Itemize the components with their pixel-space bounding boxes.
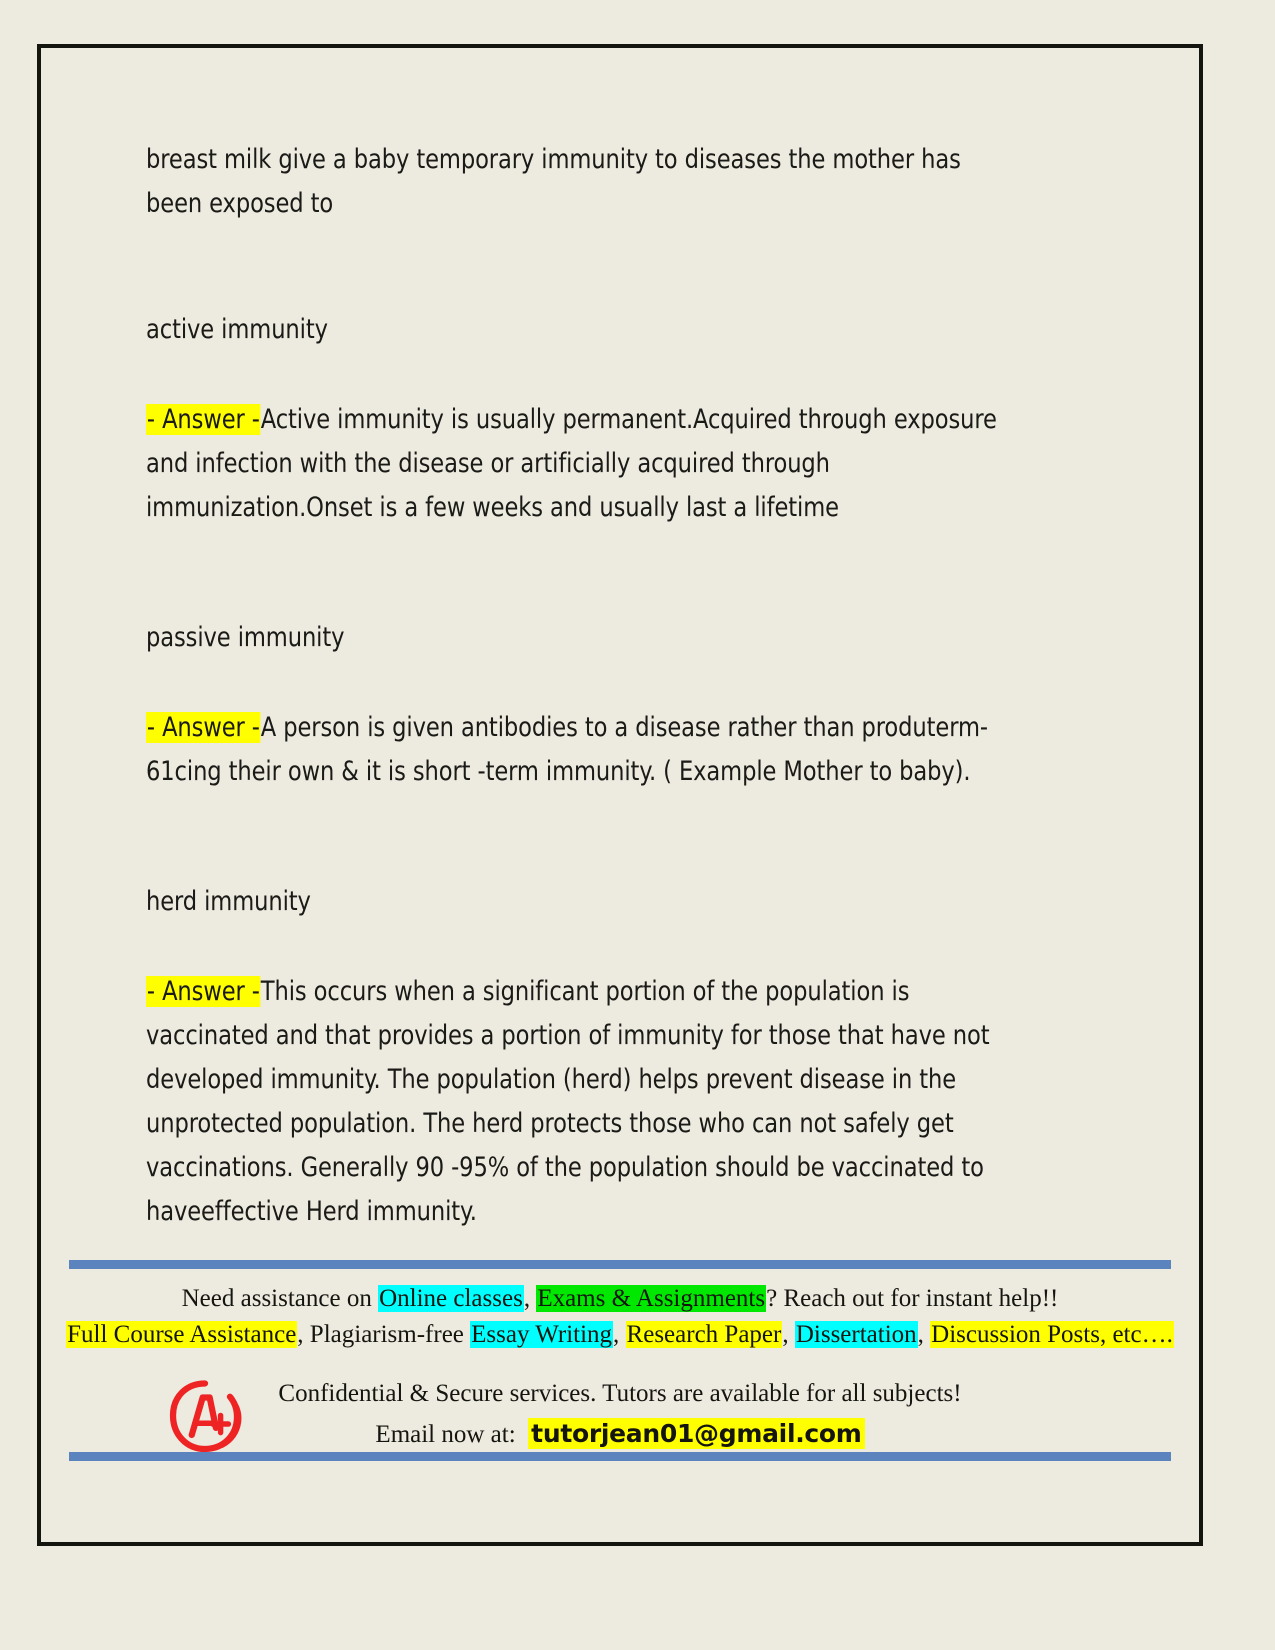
spacer: [146, 924, 1081, 970]
page-frame: [37, 44, 1203, 1546]
answer-text: A person is given antibodies to a disease rather than produterm-61cing their own & it is short -term immunity. ( Example Mother to baby).: [146, 712, 988, 787]
footer-full-course-assistance: Full Course Assistance: [67, 1321, 297, 1348]
intro-paragraph: breast milk give a baby temporary immunity to diseases the mother has been exposed to: [146, 144, 961, 219]
contact-email-link[interactable]: tutorjean01@gmail.com: [528, 1418, 864, 1449]
footer-line1-part1: Need assistance on: [181, 1285, 379, 1312]
answer-text: This occurs when a significant portion of the population is vaccinated and that provides a portion of immunity for those that have not developed immunity. The population (herd) helps prevent disease in the unprotected population. The herd protects those who can not safely get vaccinations. Generally 90 -95% of the population should be vaccinated to haveeffective Herd immunity.: [146, 976, 990, 1227]
spacer: [146, 226, 1081, 308]
footer-tagline: Confidential & Secure services. Tutors are available for all subjects!: [278, 1380, 962, 1407]
footer-line1-part3: ? Reach out for instant help!!: [766, 1285, 1059, 1312]
term-herd-immunity: herd immunity: [146, 886, 311, 917]
spacer: [146, 530, 1081, 616]
footer-email-line: [41, 1414, 1199, 1455]
footer-promo-text: [41, 1269, 1199, 1352]
footer-line-2: [41, 1316, 1199, 1352]
answer-label: - Answer -: [146, 976, 260, 1007]
footer-discussion-posts: Discussion Posts, etc….: [931, 1321, 1173, 1348]
footer-essay-writing: Essay Writing: [471, 1321, 613, 1348]
footer-online-classes: Online classes: [379, 1285, 523, 1312]
answer-passive-immunity: [146, 706, 1016, 794]
answer-herd-immunity: [146, 970, 1016, 1234]
answer-active-immunity: [146, 398, 1016, 530]
footer-divider-bottom: [69, 1452, 1171, 1461]
document-body: [146, 138, 1081, 1234]
footer-line1-part2: ,: [523, 1285, 537, 1312]
promo-footer: [41, 1260, 1199, 1474]
email-prefix-label: Email now at:: [375, 1421, 516, 1448]
footer-line2-part4: ,: [917, 1321, 931, 1348]
term-active-immunity: active immunity: [146, 314, 328, 345]
footer-dissertation: Dissertation: [795, 1321, 917, 1348]
footer-research-paper: Research Paper: [626, 1321, 782, 1348]
footer-exams-assignments: Exams & Assignments: [537, 1285, 766, 1312]
footer-line2-part2: ,: [613, 1321, 626, 1348]
spacer: [146, 660, 1081, 706]
term-passive-immunity: passive immunity: [146, 622, 345, 653]
answer-text: Active immunity is usually permanent.Acquired through exposure and infection with the disease or artificially acquired through immunization.Onset is a few weeks and usually last a lifetime: [146, 404, 997, 523]
answer-label: - Answer -: [146, 712, 260, 743]
footer-line2-part1: , Plagiarism-free: [297, 1321, 471, 1348]
spacer: [146, 794, 1081, 880]
answer-label: - Answer -: [146, 404, 260, 435]
footer-divider-top: [69, 1260, 1171, 1269]
spacer: [146, 352, 1081, 398]
footer-line2-part3: ,: [782, 1321, 795, 1348]
footer-line-1: [41, 1269, 1199, 1316]
footer-contact-text: [41, 1374, 1199, 1455]
